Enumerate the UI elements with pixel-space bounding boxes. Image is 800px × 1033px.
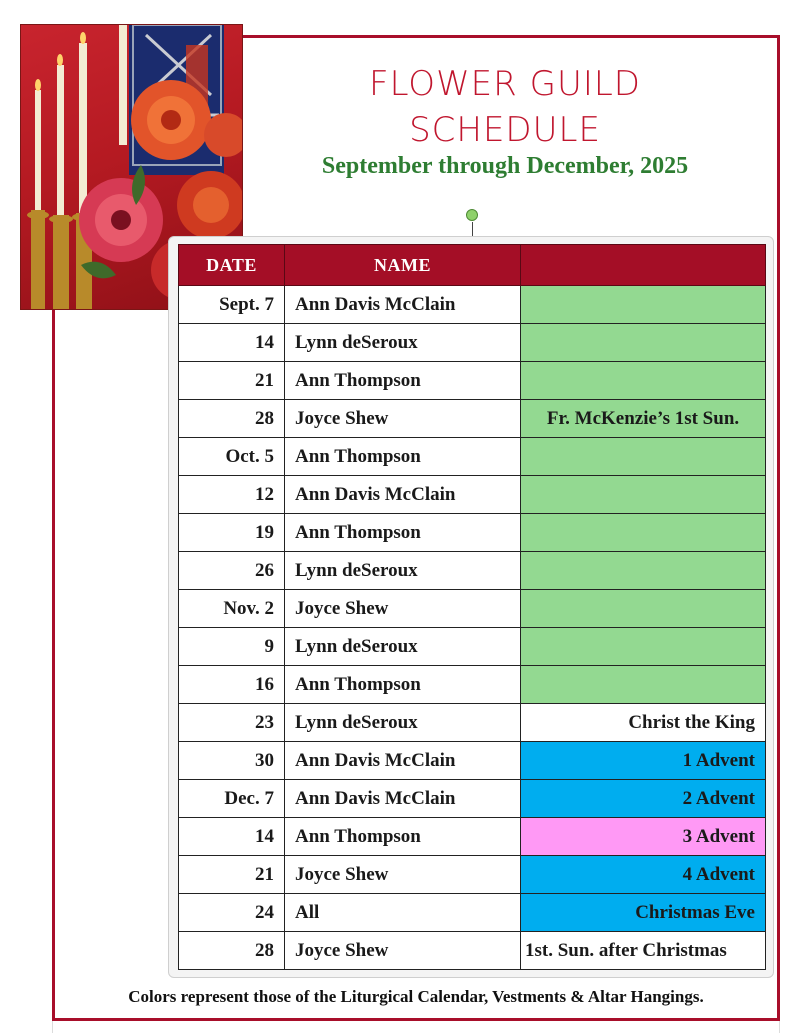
note-cell[interactable]: 2 Advent (521, 780, 766, 818)
name-cell[interactable]: Ann Thompson (285, 438, 521, 476)
note-cell[interactable]: 4 Advent (521, 856, 766, 894)
date-cell[interactable]: 21 (179, 362, 285, 400)
date-cell[interactable]: 12 (179, 476, 285, 514)
table-row[interactable] (179, 780, 766, 818)
table-row[interactable] (179, 742, 766, 780)
date-cell[interactable]: 16 (179, 666, 285, 704)
date-cell[interactable]: 23 (179, 704, 285, 742)
name-cell[interactable]: Joyce Shew (285, 932, 521, 970)
name-cell[interactable]: Ann Davis McClain (285, 742, 521, 780)
name-cell[interactable]: Joyce Shew (285, 856, 521, 894)
table-row[interactable] (179, 666, 766, 704)
header-date: DATE (179, 245, 285, 286)
date-cell[interactable]: Dec. 7 (179, 780, 285, 818)
table-row[interactable] (179, 590, 766, 628)
note-cell[interactable] (521, 476, 766, 514)
note-cell[interactable] (521, 552, 766, 590)
name-cell[interactable]: Joyce Shew (285, 400, 521, 438)
note-cell[interactable] (521, 362, 766, 400)
name-cell[interactable]: Lynn deSeroux (285, 704, 521, 742)
name-cell[interactable]: Ann Thompson (285, 818, 521, 856)
table-row[interactable] (179, 704, 766, 742)
table-row[interactable] (179, 818, 766, 856)
note-cell[interactable] (521, 628, 766, 666)
name-cell[interactable]: Ann Thompson (285, 666, 521, 704)
table-header-row (179, 245, 766, 286)
header-notes (521, 245, 766, 286)
note-cell[interactable] (521, 666, 766, 704)
note-cell[interactable] (521, 590, 766, 628)
table-row[interactable] (179, 514, 766, 552)
page-edge (52, 1021, 780, 1033)
note-cell[interactable]: Christmas Eve (521, 894, 766, 932)
date-cell[interactable]: 24 (179, 894, 285, 932)
note-cell[interactable] (521, 324, 766, 362)
name-cell[interactable]: Lynn deSeroux (285, 552, 521, 590)
name-cell[interactable]: All (285, 894, 521, 932)
schedule-table[interactable] (178, 244, 766, 970)
date-cell[interactable]: Sept. 7 (179, 286, 285, 324)
table-row[interactable] (179, 286, 766, 324)
table-row[interactable] (179, 628, 766, 666)
subtitle: September through December, 2025 (321, 153, 689, 179)
footnote: Colors represent those of the Liturgical Calendar, Vestments & Altar Hangings. (128, 987, 704, 1006)
date-cell[interactable]: 19 (179, 514, 285, 552)
table-row[interactable] (179, 552, 766, 590)
name-cell[interactable]: Joyce Shew (285, 590, 521, 628)
name-cell[interactable]: Ann Thompson (285, 362, 521, 400)
table-row[interactable] (179, 362, 766, 400)
title-line-2: SCHEDULE (409, 110, 601, 150)
date-cell[interactable]: Oct. 5 (179, 438, 285, 476)
table-row[interactable] (179, 476, 766, 514)
table-row[interactable] (179, 894, 766, 932)
note-cell[interactable] (521, 514, 766, 552)
date-cell[interactable]: 14 (179, 324, 285, 362)
name-cell[interactable]: Ann Thompson (285, 514, 521, 552)
date-cell[interactable]: 26 (179, 552, 285, 590)
date-cell[interactable]: 28 (179, 932, 285, 970)
header-name: NAME (285, 245, 521, 286)
date-cell[interactable]: 30 (179, 742, 285, 780)
note-cell[interactable] (521, 286, 766, 324)
name-cell[interactable]: Ann Davis McClain (285, 780, 521, 818)
note-cell[interactable]: 3 Advent (521, 818, 766, 856)
name-cell[interactable]: Ann Davis McClain (285, 476, 521, 514)
date-cell[interactable]: Nov. 2 (179, 590, 285, 628)
table-row[interactable] (179, 324, 766, 362)
table-row[interactable] (179, 932, 766, 970)
table-row[interactable] (179, 856, 766, 894)
note-cell[interactable]: 1 Advent (521, 742, 766, 780)
name-cell[interactable]: Lynn deSeroux (285, 324, 521, 362)
note-cell[interactable]: Fr. McKenzie’s 1st Sun. (521, 400, 766, 438)
note-cell[interactable]: 1st. Sun. after Christmas (521, 932, 766, 970)
date-cell[interactable]: 21 (179, 856, 285, 894)
rotate-handle[interactable] (466, 209, 478, 221)
table-row[interactable] (179, 400, 766, 438)
date-cell[interactable]: 28 (179, 400, 285, 438)
name-cell[interactable]: Ann Davis McClain (285, 286, 521, 324)
note-cell[interactable]: Christ the King (521, 704, 766, 742)
title-line-1: FLOWER GUILD (369, 64, 641, 104)
date-cell[interactable]: 14 (179, 818, 285, 856)
date-cell[interactable]: 9 (179, 628, 285, 666)
table-row[interactable] (179, 438, 766, 476)
name-cell[interactable]: Lynn deSeroux (285, 628, 521, 666)
note-cell[interactable] (521, 438, 766, 476)
